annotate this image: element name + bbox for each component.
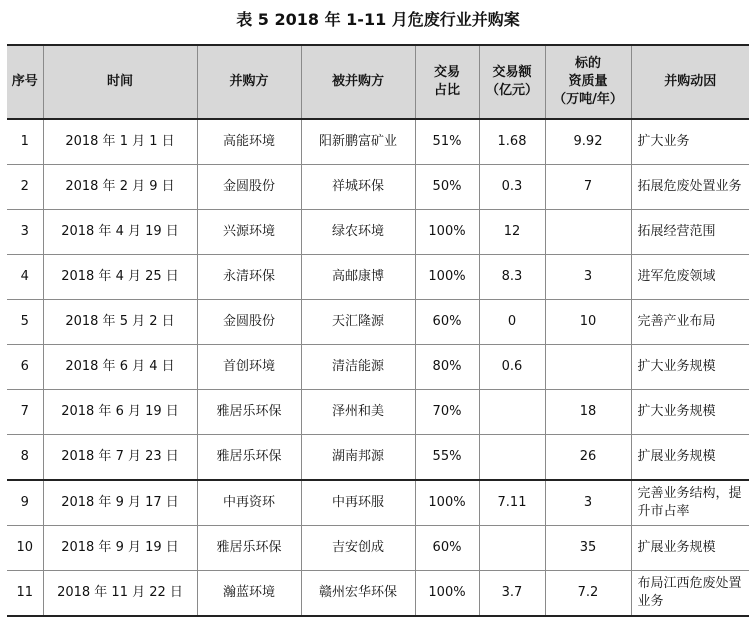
table-row [7,571,749,617]
cell-ratio: 60% [415,526,479,571]
table-row [7,480,749,526]
cell-motive: 扩展业务规模 [631,526,749,571]
cell-motive: 扩大业务规模 [631,345,749,390]
cell-ratio: 55% [415,435,479,481]
cell-index: 9 [7,480,43,526]
mergers-table [7,44,749,617]
cell-motive: 扩大业务 [631,119,749,165]
cell-acquirer: 雅居乐环保 [197,390,301,435]
cell-amount: 3.7 [479,571,545,617]
cell-index: 1 [7,119,43,165]
cell-capacity: 3 [545,480,631,526]
cell-acquirer: 瀚蓝环境 [197,571,301,617]
cell-acquirer: 高能环境 [197,119,301,165]
cell-motive: 扩展业务规模 [631,435,749,481]
cell-index: 8 [7,435,43,481]
header-target: 被并购方 [301,45,415,119]
cell-motive: 完善产业布局 [631,300,749,345]
cell-acquirer: 首创环境 [197,345,301,390]
cell-target: 阳新鹏富矿业 [301,119,415,165]
cell-motive: 扩大业务规模 [631,390,749,435]
table-row [7,435,749,481]
cell-index: 7 [7,390,43,435]
cell-target: 泽州和美 [301,390,415,435]
cell-capacity: 26 [545,435,631,481]
header-row [7,45,749,119]
cell-ratio: 100% [415,255,479,300]
cell-amount: 0 [479,300,545,345]
cell-amount: 1.68 [479,119,545,165]
cell-acquirer: 金圆股份 [197,300,301,345]
table-row [7,119,749,165]
table-row [7,526,749,571]
cell-ratio: 51% [415,119,479,165]
header-amount-line1: 交易额 [492,65,532,80]
cell-index: 10 [7,526,43,571]
table-row [7,210,749,255]
cell-amount [479,435,545,481]
cell-motive: 拓展危废处置业务 [631,165,749,210]
cell-acquirer: 金圆股份 [197,165,301,210]
cell-capacity: 7 [545,165,631,210]
table-row [7,300,749,345]
cell-date: 2018 年 9 月 19 日 [43,526,197,571]
cell-target: 祥城环保 [301,165,415,210]
header-ratio-line2: 占比 [433,83,460,98]
cell-date: 2018 年 11 月 22 日 [43,571,197,617]
cell-target: 吉安创成 [301,526,415,571]
table-title: 表 5 2018 年 1-11 月危废行业并购案 [236,10,520,29]
cell-date: 2018 年 2 月 9 日 [43,165,197,210]
cell-capacity: 7.2 [545,571,631,617]
header-amount [479,45,545,119]
cell-capacity: 18 [545,390,631,435]
cell-date: 2018 年 5 月 2 日 [43,300,197,345]
header-index: 序号 [7,45,43,119]
cell-acquirer: 雅居乐环保 [197,435,301,481]
cell-ratio: 100% [415,480,479,526]
header-capacity-line2: 资质量 [568,74,608,89]
cell-target: 清洁能源 [301,345,415,390]
cell-amount [479,390,545,435]
header-amount-line2: （亿元） [485,83,538,98]
cell-index: 5 [7,300,43,345]
header-date: 时间 [43,45,197,119]
cell-amount: 7.11 [479,480,545,526]
cell-target: 天汇隆源 [301,300,415,345]
cell-capacity: 3 [545,255,631,300]
cell-target: 高邮康博 [301,255,415,300]
cell-capacity: 10 [545,300,631,345]
cell-target: 湖南邦源 [301,435,415,481]
cell-date: 2018 年 6 月 19 日 [43,390,197,435]
cell-capacity: 9.92 [545,119,631,165]
cell-index: 11 [7,571,43,617]
cell-index: 6 [7,345,43,390]
header-ratio [415,45,479,119]
cell-capacity [545,345,631,390]
cell-ratio: 60% [415,300,479,345]
cell-date: 2018 年 9 月 17 日 [43,480,197,526]
cell-date: 2018 年 1 月 1 日 [43,119,197,165]
cell-date: 2018 年 4 月 25 日 [43,255,197,300]
header-acquirer: 并购方 [197,45,301,119]
table-row [7,255,749,300]
cell-index: 3 [7,210,43,255]
cell-motive: 完善业务结构，提升市占率 [631,480,749,526]
header-motive: 并购动因 [631,45,749,119]
header-capacity-line1: 标的 [574,56,601,71]
cell-ratio: 100% [415,210,479,255]
header-capacity-line3: （万吨/年） [553,92,623,107]
table-row [7,390,749,435]
cell-ratio: 50% [415,165,479,210]
table-row [7,165,749,210]
header-capacity [545,45,631,119]
cell-amount: 12 [479,210,545,255]
cell-target: 赣州宏华环保 [301,571,415,617]
cell-index: 4 [7,255,43,300]
cell-amount: 0.3 [479,165,545,210]
header-ratio-line1: 交易 [433,65,460,80]
cell-motive: 进军危废领域 [631,255,749,300]
cell-acquirer: 兴源环境 [197,210,301,255]
cell-capacity [545,210,631,255]
cell-target: 中再环服 [301,480,415,526]
cell-acquirer: 中再资环 [197,480,301,526]
cell-motive: 拓展经营范围 [631,210,749,255]
cell-date: 2018 年 6 月 4 日 [43,345,197,390]
cell-target: 绿农环境 [301,210,415,255]
cell-amount: 8.3 [479,255,545,300]
cell-index: 2 [7,165,43,210]
cell-motive: 布局江西危废处置业务 [631,571,749,617]
cell-amount [479,526,545,571]
cell-ratio: 100% [415,571,479,617]
cell-date: 2018 年 7 月 23 日 [43,435,197,481]
cell-ratio: 80% [415,345,479,390]
cell-amount: 0.6 [479,345,545,390]
cell-acquirer: 雅居乐环保 [197,526,301,571]
table-row [7,345,749,390]
cell-ratio: 70% [415,390,479,435]
cell-date: 2018 年 4 月 19 日 [43,210,197,255]
cell-acquirer: 永清环保 [197,255,301,300]
cell-capacity: 35 [545,526,631,571]
